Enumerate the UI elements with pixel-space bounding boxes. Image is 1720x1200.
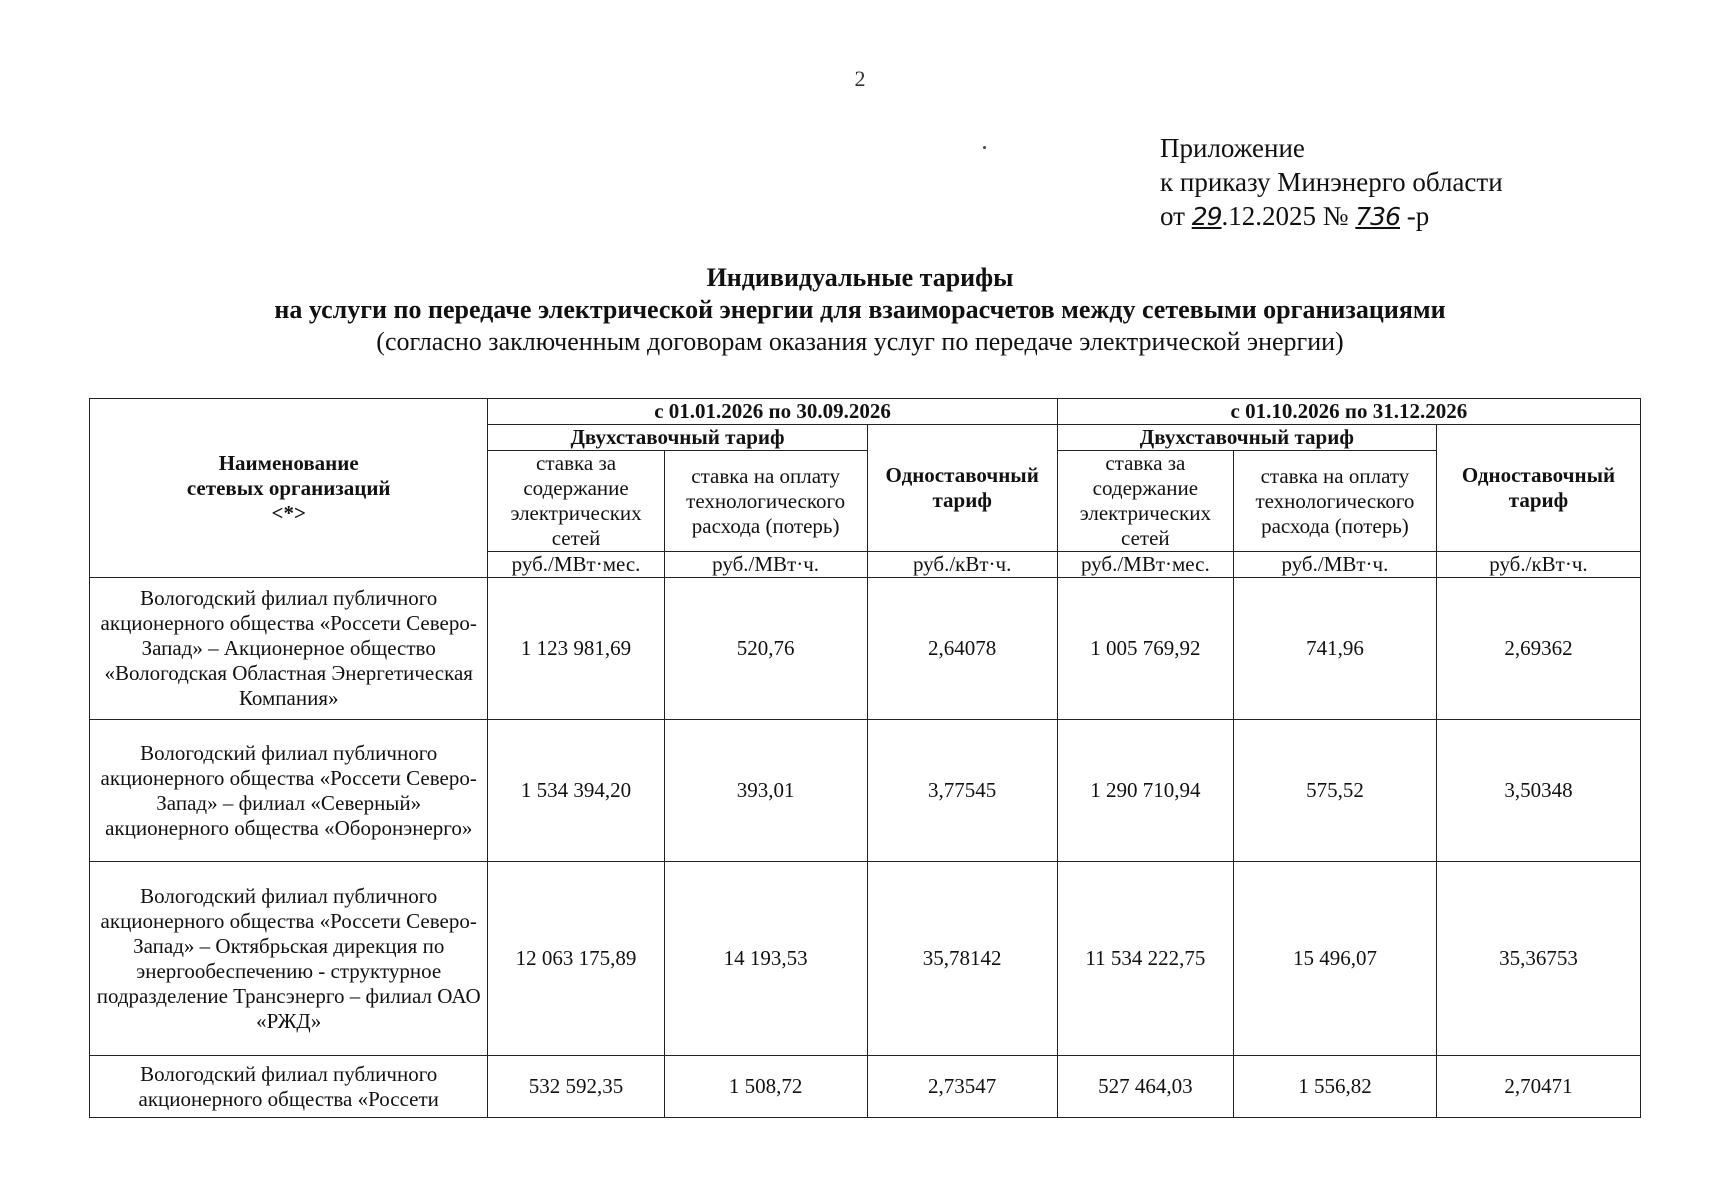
org-name-cell: Вологодский филиал публичного акционерного общества «Россети Северо-Запад» – Акционерное общество «Вологодская Областная Энергетическая Компания» bbox=[90, 578, 488, 720]
order-prefix: от bbox=[1160, 201, 1185, 231]
two-part-header-p1: Двухставочный тариф bbox=[488, 425, 867, 451]
period-2-header: с 01.10.2026 по 31.12.2026 bbox=[1057, 399, 1640, 425]
p2-maintenance-value: 11 534 222,75 bbox=[1057, 862, 1233, 1056]
order-day-handwritten: 29 bbox=[1191, 202, 1222, 231]
rate-maintenance-header-p2: ставка за содержание электрических сетей bbox=[1057, 451, 1233, 552]
p1-losses-value: 393,01 bbox=[664, 720, 867, 862]
order-suffix: -р bbox=[1406, 201, 1430, 231]
p1-single-value: 2,73547 bbox=[867, 1056, 1057, 1118]
org-name-header-line-3: <*> bbox=[271, 500, 306, 525]
p2-maintenance-value: 1 005 769,92 bbox=[1057, 578, 1233, 720]
p2-single-value: 35,36753 bbox=[1436, 862, 1640, 1056]
one-part-header-p1: Одноставочный тариф bbox=[867, 425, 1057, 552]
p2-single-value: 2,70471 bbox=[1436, 1056, 1640, 1118]
unit-mwh-p1: руб./МВт·ч. bbox=[664, 552, 867, 578]
org-name-cell: Вологодский филиал публичного акционерного общества «Россети Северо-Запад» – Октябрьская дирекция по энергообеспечению - структурное подразделение Трансэнерго – филиал ОАО «РЖД» bbox=[90, 862, 488, 1056]
p1-losses-value: 1 508,72 bbox=[664, 1056, 867, 1118]
p1-losses-value: 14 193,53 bbox=[664, 862, 867, 1056]
p1-maintenance-value: 1 123 981,69 bbox=[488, 578, 664, 720]
p2-maintenance-value: 527 464,03 bbox=[1057, 1056, 1233, 1118]
unit-mwh-p2: руб./МВт·ч. bbox=[1233, 552, 1436, 578]
p2-single-value: 3,50348 bbox=[1436, 720, 1640, 862]
rate-losses-header-p1: ставка на оплату технологического расхода (потерь) bbox=[664, 451, 867, 552]
p2-maintenance-value: 1 290 710,94 bbox=[1057, 720, 1233, 862]
org-name-cell: Вологодский филиал публичного акционерного общества «Россети Северо-Запад» – филиал «Северный» акционерного общества «Оборонэнерго» bbox=[90, 720, 488, 862]
p2-losses-value: 15 496,07 bbox=[1233, 862, 1436, 1056]
p1-maintenance-value: 1 534 394,20 bbox=[488, 720, 664, 862]
org-name-header bbox=[90, 399, 488, 578]
period-1-header: с 01.01.2026 по 30.09.2026 bbox=[488, 399, 1057, 425]
p1-single-value: 3,77545 bbox=[867, 720, 1057, 862]
two-part-header-p2: Двухставочный тариф bbox=[1057, 425, 1436, 451]
rate-maintenance-header-p1: ставка за содержание электрических сетей bbox=[488, 451, 664, 552]
org-name-header-line-2: сетевых организаций bbox=[186, 475, 391, 500]
appendix-block bbox=[1160, 131, 1503, 234]
p1-losses-value: 520,76 bbox=[664, 578, 867, 720]
table-row bbox=[90, 720, 1641, 862]
unit-mw-month-p2: руб./МВт·мес. bbox=[1057, 552, 1233, 578]
appendix-line-2: к приказу Минэнерго области bbox=[1160, 167, 1503, 197]
order-date-rest: .12.2025 № bbox=[1221, 201, 1349, 231]
unit-kwh-p1: руб./кВт·ч. bbox=[867, 552, 1057, 578]
table-row bbox=[90, 578, 1641, 720]
p1-single-value: 2,64078 bbox=[867, 578, 1057, 720]
order-number-handwritten: 736 bbox=[1355, 202, 1400, 231]
p2-losses-value: 1 556,82 bbox=[1233, 1056, 1436, 1118]
document-title bbox=[0, 262, 1720, 358]
p2-losses-value: 575,52 bbox=[1233, 720, 1436, 862]
appendix-line-1: Приложение bbox=[1160, 133, 1305, 163]
scan-speck bbox=[983, 146, 986, 149]
unit-kwh-p2: руб./кВт·ч. bbox=[1436, 552, 1640, 578]
title-line-2: на услуги по передаче электрической энергии для взаиморасчетов между сетевыми организациями bbox=[274, 295, 1446, 324]
title-line-3: (согласно заключенным договорам оказания услуг по передаче электрической энергии) bbox=[376, 327, 1344, 356]
p1-maintenance-value: 532 592,35 bbox=[488, 1056, 664, 1118]
p1-single-value: 35,78142 bbox=[867, 862, 1057, 1056]
p1-maintenance-value: 12 063 175,89 bbox=[488, 862, 664, 1056]
appendix-order-line bbox=[1160, 199, 1503, 234]
title-line-1: Индивидуальные тарифы bbox=[706, 263, 1014, 292]
rate-losses-header-p2: ставка на оплату технологического расхода (потерь) bbox=[1233, 451, 1436, 552]
table-row bbox=[90, 862, 1641, 1056]
page-number: 2 bbox=[854, 66, 866, 91]
org-name-header-line-1: Наименование bbox=[218, 450, 359, 475]
org-name-cell: Вологодский филиал публичного акционерного общества «Россети bbox=[90, 1056, 488, 1118]
unit-mw-month-p1: руб./МВт·мес. bbox=[488, 552, 664, 578]
p2-losses-value: 741,96 bbox=[1233, 578, 1436, 720]
table-row bbox=[90, 1056, 1641, 1118]
p2-single-value: 2,69362 bbox=[1436, 578, 1640, 720]
tariff-table bbox=[89, 398, 1641, 1118]
one-part-header-p2: Одноставочный тариф bbox=[1436, 425, 1640, 552]
